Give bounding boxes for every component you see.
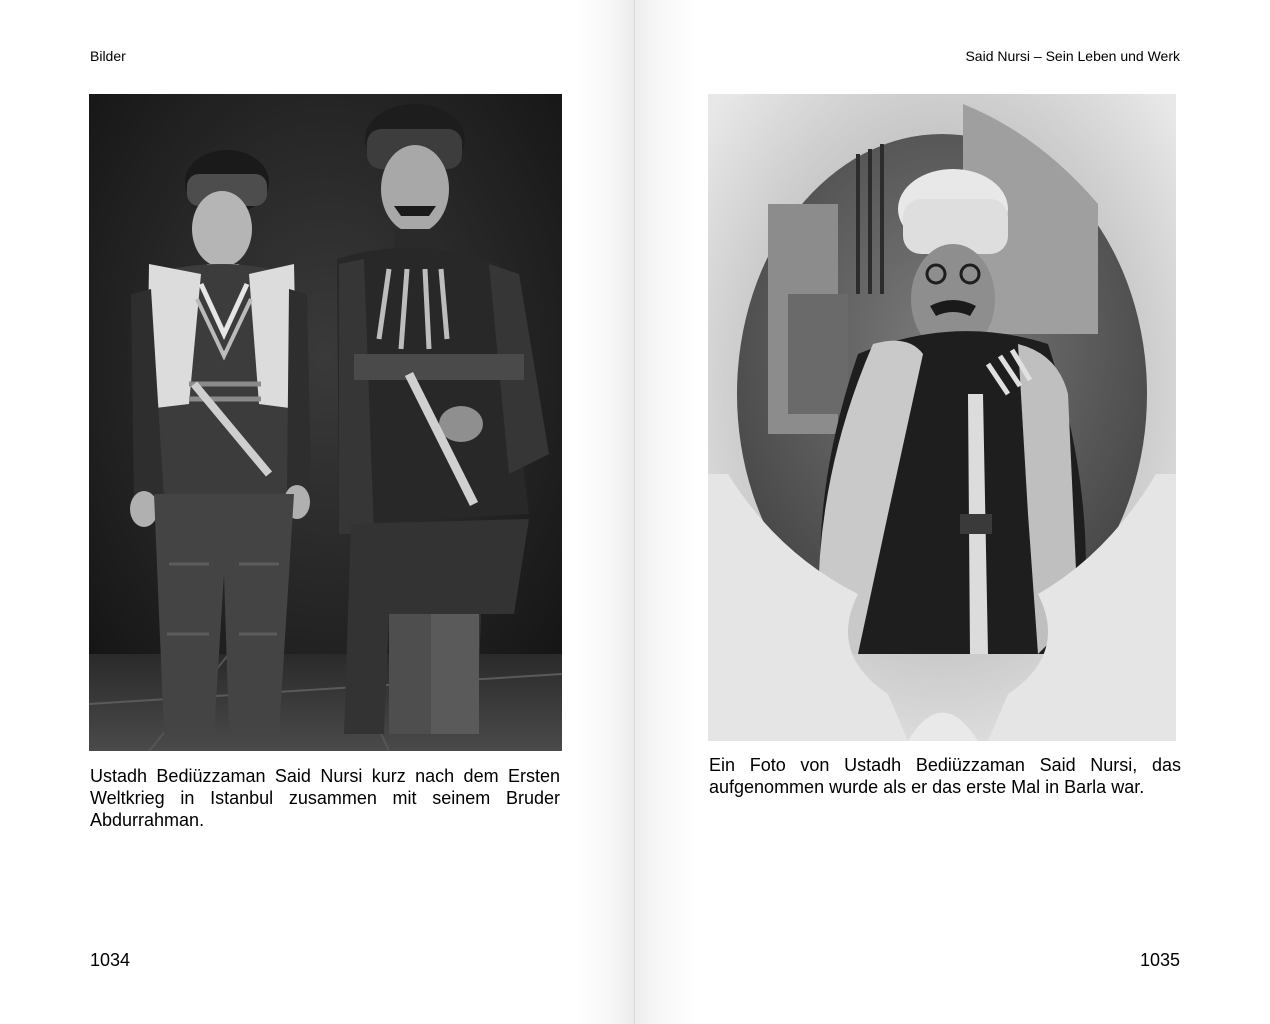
photo-portrait-said-nursi-icon: [708, 94, 1176, 741]
right-photo-caption: Ein Foto von Ustadh Bediüzzaman Said Nursi, das aufgenommen wurde als er das erste Mal in Barla war.: [709, 755, 1181, 797]
right-running-head: Said Nursi – Sein Leben und Werk: [965, 48, 1180, 64]
left-running-head: Bilder: [90, 48, 126, 64]
left-page-number: 1034: [90, 950, 131, 970]
photo-portrait-two-men-icon: [89, 94, 562, 751]
left-photo-caption: Ustadh Bediüzzaman Said Nursi kurz nach dem Ersten Weltkrieg in Istanbul zusammen mit seinem Bruder Abdurrahman.: [90, 766, 560, 830]
right-page: [635, 0, 1270, 1024]
right-page-number: 1035: [1139, 950, 1180, 970]
left-photo: [89, 94, 562, 751]
page-gutter-shadow-left: [575, 0, 635, 1024]
right-photo: [708, 94, 1176, 741]
